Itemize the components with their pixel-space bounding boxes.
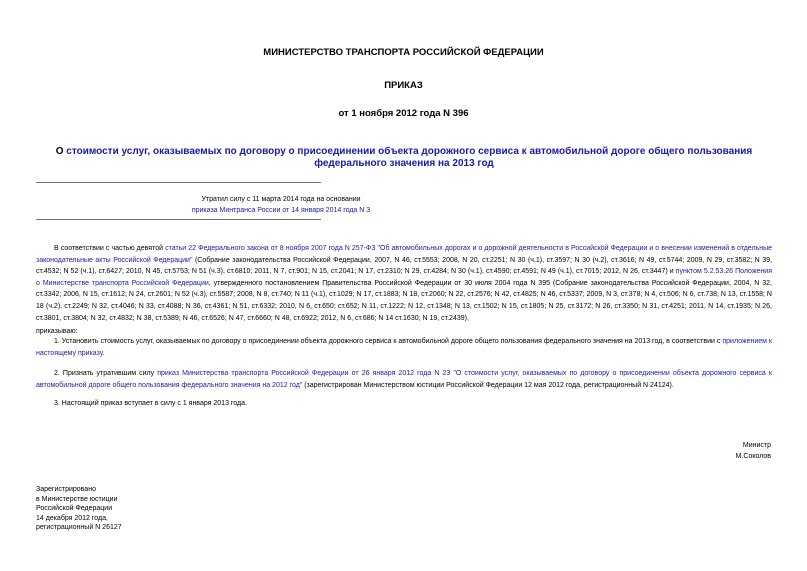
item-1-end: . — [102, 349, 105, 357]
lost-force-link[interactable]: приказа Минтранса России от 14 января 2014 года N 3 — [191, 207, 371, 214]
law-257-fz-link[interactable]: статьи 22 Федерального закона от 8 ноября 2007 года N 257-ФЗ "Об автомобильных дорогах и о дорожной деятельности в Российской Федерации и о внесении изменений в отдельные законодательные акты Российской Федерации" — [36, 245, 772, 264]
divider-top — [36, 182, 321, 183]
registration-line: в Министерстве юстиции — [36, 495, 118, 503]
title-prefix: О — [55, 146, 67, 157]
registration-line: Зарегистрировано — [36, 486, 96, 493]
title-link[interactable]: стоимости услуг, оказываемых по договору о присоединении объекта дорожного сервиса к автомобильной дороге общего пользования федерального значения на 2013 год — [66, 146, 753, 169]
item-2 — [36, 368, 772, 391]
orders-word: приказываю: — [36, 328, 78, 335]
order-23-link[interactable]: приказ Министерства транспорта Российской Федерации от 26 января 2012 года N 23 "О стоимости услуг, оказываемых по договору о присоединении объекта дорожного сервиса к автомобильной дороге общего пользования федерального значения на 2012 год" — [36, 370, 772, 389]
appendix-link[interactable]: приложением к настоящему приказу — [36, 338, 772, 357]
item-1 — [36, 336, 772, 359]
registration-line: Российской Федерации — [36, 505, 113, 513]
item-2-text: 2. Признать утратившим силу — [54, 370, 158, 377]
divider-bottom — [36, 219, 321, 220]
signature-role: Министр — [742, 442, 771, 449]
preamble-text-3: , утвержденного постановлением Правительства Российской Федерации от 30 июля 2004 года N 395 (Собрание законодательства Российской Федерации, 2004, N 32, ст.3342; 2006, N 15, ст.1612; N 24, ст.2601; N 52 (ч.3), ст.5587; 2008, N 8, ст.740; N 11 (ч.1), ст.1029; N 17, ст.1883; N 18, ст.2060; N 22, ст.2576; N 42, ст.4825; N 46, ст.5337; 2009, N 3, ст.378; N 4, ст.506; N 6, ст.738; N 13, ст.1558; N 18 (ч.2), ст.2249; N 32, ст.4046; N 33, ст.4088; N 36, ст.4361; N 51, ст.6332; 2010, N 6, ст.650; ст.652; N 11, ст.1222; N 12, ст.1348; N 13, ст.1502; N 15, ст.1805; N 25, ст.3172; N 26, ст.3350; N 31, ст.4251; 2011, N 14, ст.1935; N 26, ст.3801, ст.3804; N 32, ст.4832; N 38, ст.5389; N 46, ст.6526; N 47, ст.6660; N 48, ст.6922; 2012, N 6, ст.686; N 14 ст.1630; N 19, ст.2439), — [36, 279, 772, 322]
doc-type: ПРИКАЗ — [384, 80, 423, 91]
preamble-text-2: (Собрание законодательства Российской Федерации, 2007, N 46, ст.5553; 2008, N 20, ст.2251; N 30 (ч.1), ст.3597; N 30 (ч.2), ст.3616; N 49, ст.5744; 2009, N 29, ст.3582; N 39, ст.4532; N 52 (ч.1), ст.6427; 2010, N 45, ст.5753; N 51 (ч.3), ст.6810; 2011, N 7, ст.901; N 15, ст.2041; N 17, ст.2310; N 29, ст.4284; N 30 (ч.1), ст.4590; ст.4591; N 49 (ч.1), ст.7015; 2012, N 26, ст.3447) и — [36, 256, 772, 276]
preamble-text-1: В соответствии с частью девятой — [54, 245, 166, 252]
signature-block — [736, 441, 771, 462]
item-3: 3. Настоящий приказ вступает в силу с 1 января 2013 года. — [54, 400, 247, 407]
doc-title — [36, 146, 772, 170]
registration-line: регистрационный N 26127 — [36, 524, 122, 532]
registration-block — [36, 485, 122, 533]
ministry-header: МИНИСТЕРСТВО ТРАНСПОРТА РОССИЙСКОЙ ФЕДЕРАЦИИ — [263, 47, 544, 58]
registration-line: 14 декабря 2012 года, — [36, 514, 108, 522]
lost-force-text: Утратил силу с 11 марта 2014 года на основании — [201, 196, 361, 203]
lost-force-notice — [36, 195, 526, 216]
signature-name: М.Соколов — [735, 452, 771, 460]
regulation-link[interactable]: пунктом 5.2.53.26 Положения о Министерстве транспорта Российской Федерации — [36, 268, 772, 287]
item-1-text: 1. Установить стоимость услуг, оказываемых по договору о присоединении объекта дорожного сервиса к автомобильной дороге общего пользования федерального значения на 2013 год, в соответствии с — [54, 338, 723, 345]
doc-date: от 1 ноября 2012 года N 396 — [338, 108, 469, 119]
item-2-end: (зарегистрирован Министерством юстиции Российской Федерации 12 мая 2012 года, регистрационный N 24124). — [302, 381, 674, 389]
preamble-paragraph — [36, 243, 772, 324]
